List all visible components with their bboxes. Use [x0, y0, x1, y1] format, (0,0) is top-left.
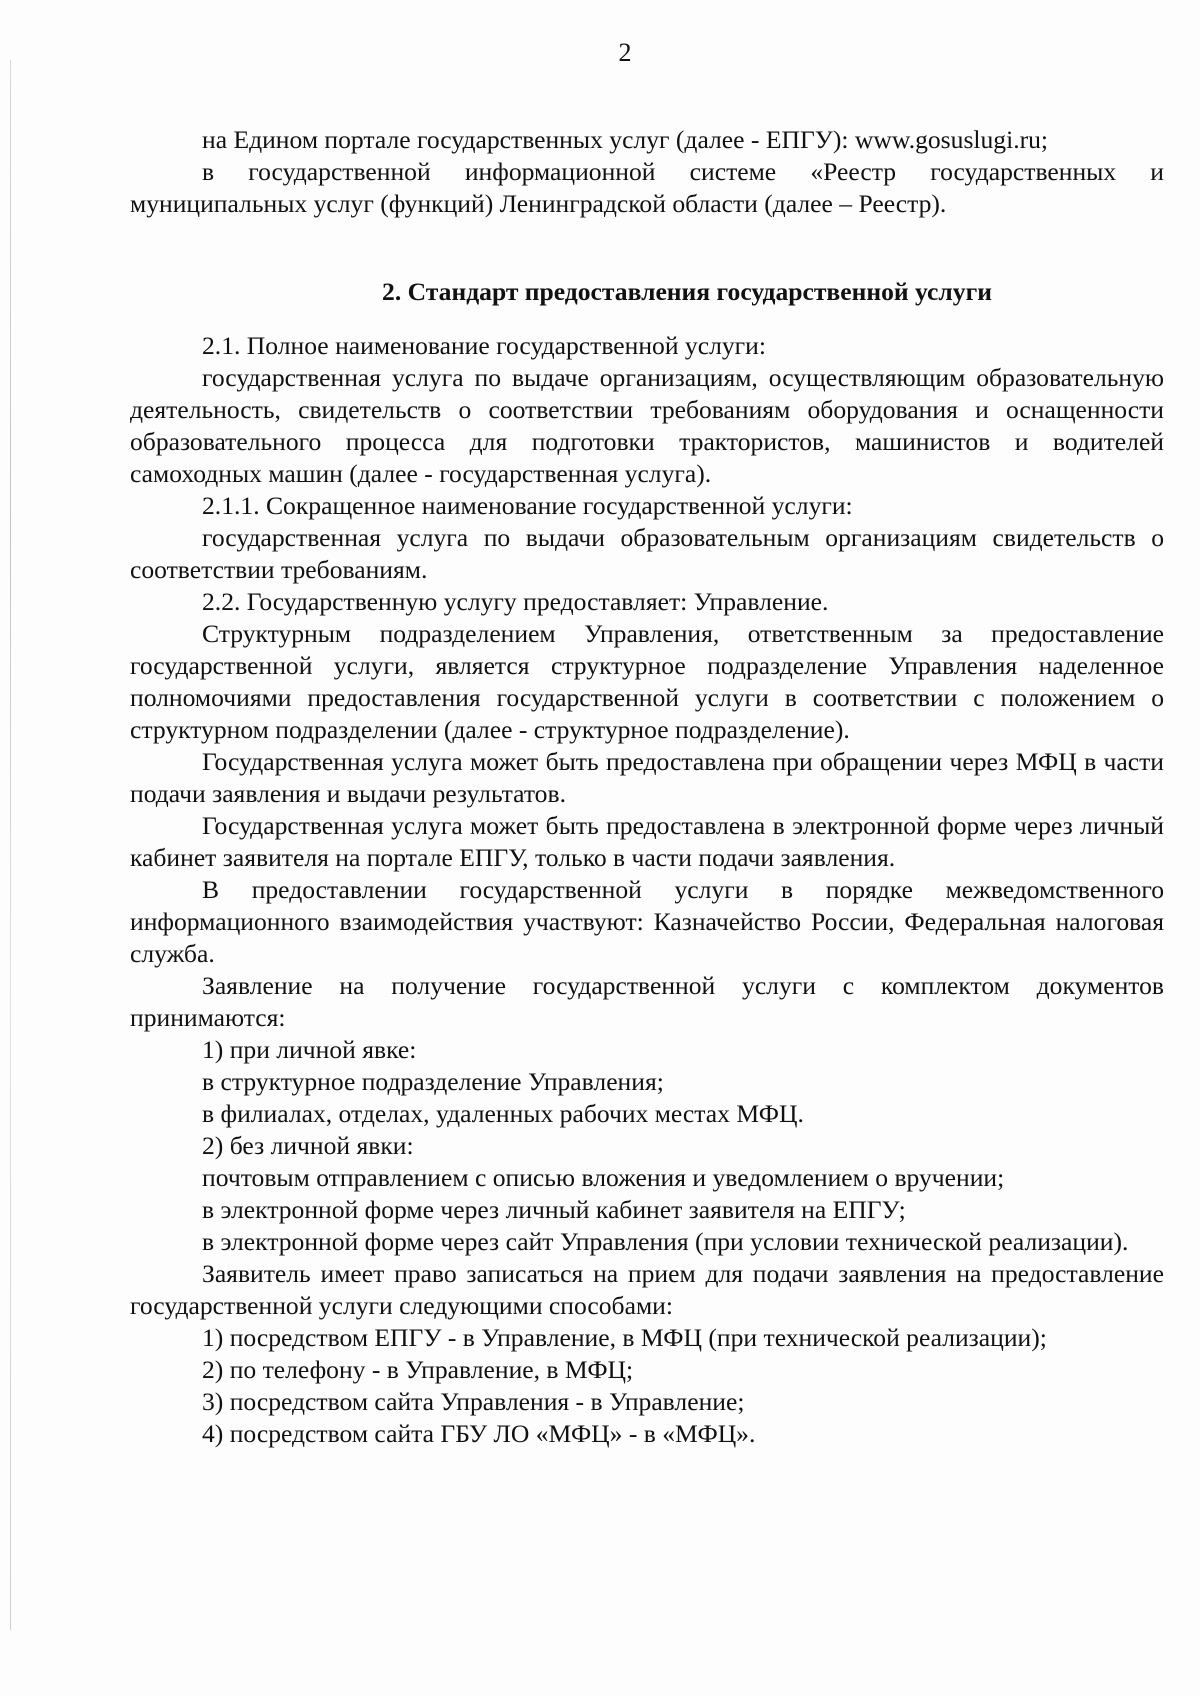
paragraph: Структурным подразделением Управления, ответственным за предоставление государственной услуги, является структурное подразделение Управления наделенное полномочиями предоставления государственной услуги в соответствии с положением о структурном подразделении (далее - структурное подразделение).: [130, 619, 1164, 744]
list-item: в электронной форме через сайт Управления (при условии технической реализации).: [202, 1227, 1129, 1256]
list-item: в филиалах, отделах, удаленных рабочих местах МФЦ.: [202, 1099, 804, 1128]
list-item: почтовым отправлением с описью вложения и уведомлением о вручении;: [202, 1163, 1005, 1192]
paragraph: 2.1. Полное наименование государственной услуги:: [202, 331, 766, 360]
list-item: в электронной форме через личный кабинет заявителя на ЕПГУ;: [202, 1195, 906, 1224]
list-item: 2) без личной явки:: [202, 1131, 414, 1160]
list-item: 1) посредством ЕПГУ - в Управление, в МФЦ (при технической реализации);: [202, 1323, 1047, 1352]
paragraph: 2.2. Государственную услугу предоставляет: Управление.: [202, 587, 829, 616]
paragraph: государственная услуга по выдачи образовательным организациям свидетельств о соответствии требованиям.: [130, 523, 1164, 584]
paragraph: Государственная услуга может быть предоставлена при обращении через МФЦ в части подачи заявления и выдачи результатов.: [130, 747, 1164, 808]
paragraph: Заявление на получение государственной услуги с комплектом документов принимаются:: [130, 971, 1164, 1032]
paragraph: В предоставлении государственной услуги в порядке межведомственного информационного взаимодействия участвуют: Казначейство России, Федеральная налоговая служба.: [130, 875, 1164, 968]
list-item: 4) посредством сайта ГБУ ЛО «МФЦ» - в «МФЦ».: [202, 1419, 756, 1448]
paragraph: государственная услуга по выдаче организациям, осуществляющим образовательную деятельность, свидетельств о соответствии требованиям оборудования и оснащенности образовательного процесса для подготовки трактористов, машинистов и водителей самоходных машин (далее - государственная услуга).: [130, 363, 1164, 488]
list-item: в структурное подразделение Управления;: [202, 1067, 664, 1096]
list-item: 1) при личной явке:: [202, 1035, 417, 1064]
intro-paragraph: на Едином портале государственных услуг (далее - ЕПГУ): www.gosuslugi.ru;: [202, 125, 1049, 154]
paragraph: 2.1.1. Сокращенное наименование государственной услуги:: [202, 491, 853, 520]
document-body: [130, 124, 1164, 1450]
list-item: 2) по телефону - в Управление, в МФЦ;: [202, 1355, 634, 1384]
page-number: 2: [618, 38, 632, 67]
paragraph: Государственная услуга может быть предоставлена в электронной форме через личный кабинет заявителя на портале ЕПГУ, только в части подачи заявления.: [130, 811, 1164, 872]
scan-edge-line: [10, 60, 11, 1630]
section-title: 2. Стандарт предоставления государственной услуги: [382, 277, 992, 306]
list-item: 3) посредством сайта Управления - в Управление;: [202, 1387, 745, 1416]
intro-paragraph: в государственной информационной системе «Реестр государственных и муниципальных услуг (функций) Ленинградской области (далее – Реестр).: [130, 157, 1164, 218]
paragraph: Заявитель имеет право записаться на прием для подачи заявления на предоставление государственной услуги следующими способами:: [130, 1259, 1164, 1320]
